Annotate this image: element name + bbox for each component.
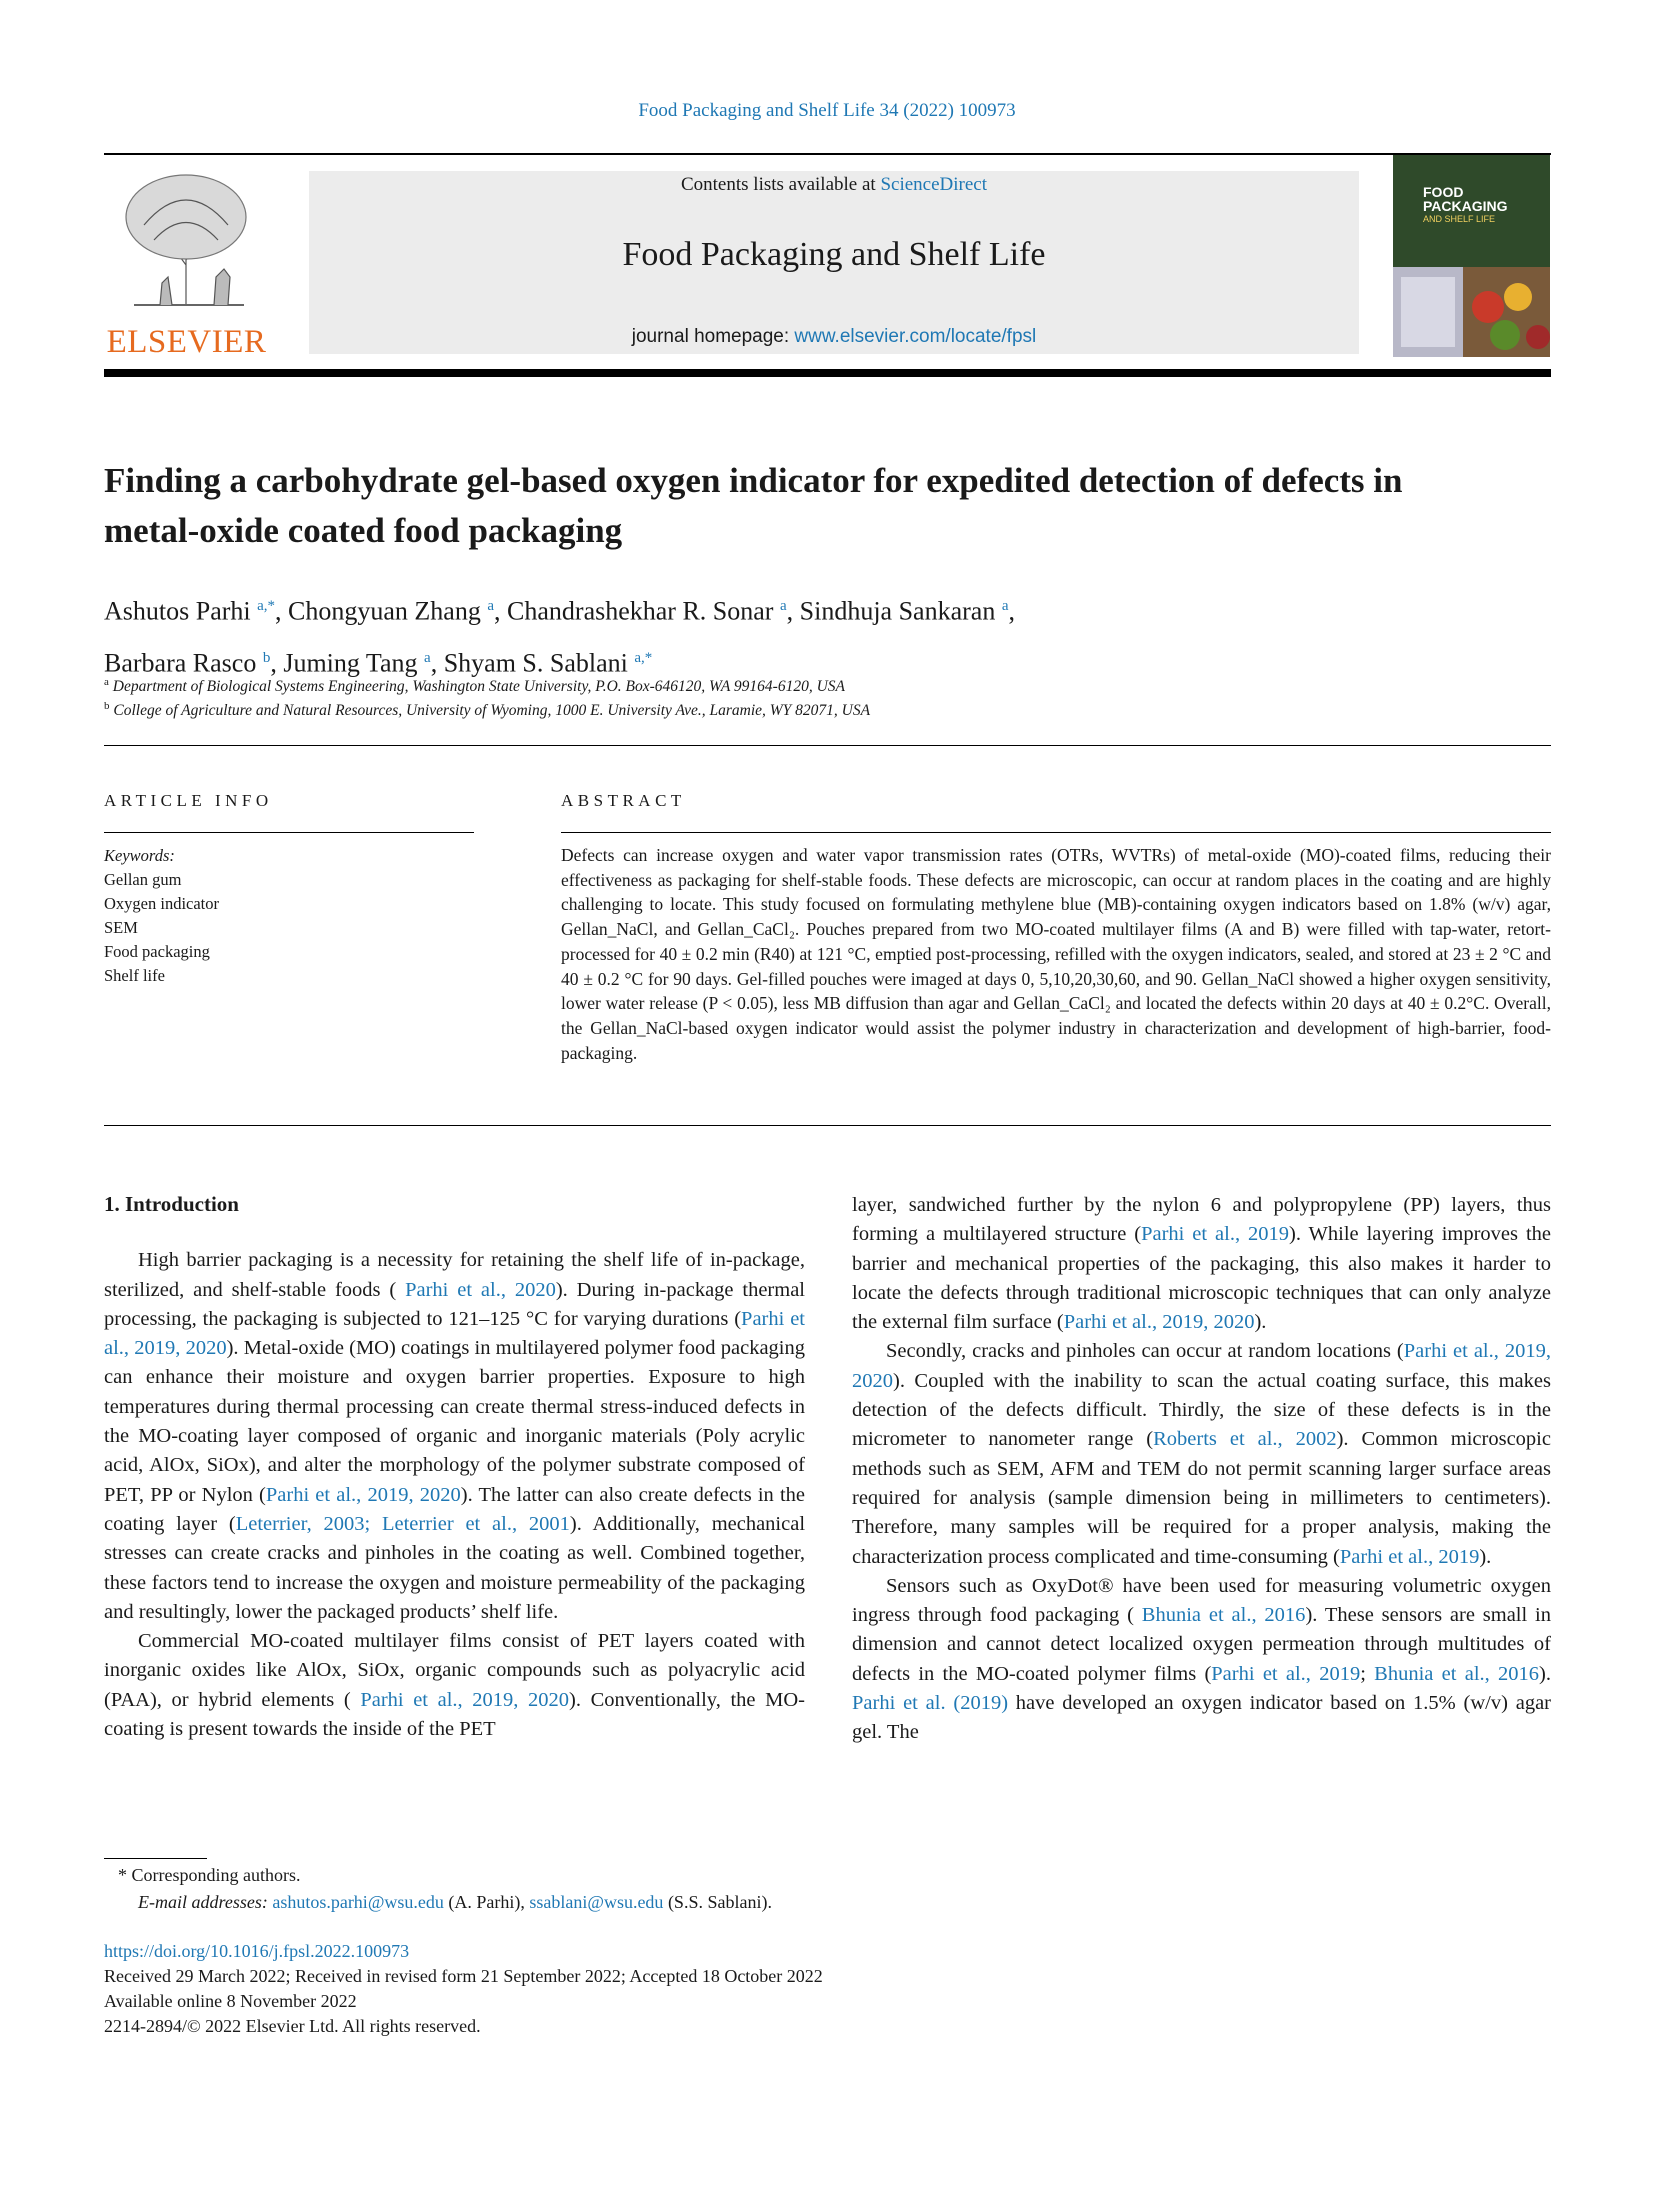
- cover-title: FOOD PACKAGING: [1423, 184, 1508, 214]
- author-affil-mark[interactable]: b: [262, 649, 271, 666]
- citation-link[interactable]: Parhi et al., 2019: [1211, 1662, 1361, 1685]
- paragraph-text: have developed an oxygen indicator based on 1.5% (w/v) agar gel. The: [852, 1692, 1551, 1744]
- body-right-column: [852, 1191, 1551, 1748]
- author-affil-mark[interactable]: a: [1001, 598, 1009, 614]
- paragraph-text: ). While layering improves the barrier and mechanical properties of the packaging, this also makes it harder to locate the defects through traditional microscopic techniques that can only analyze the external film surface (: [852, 1223, 1551, 1334]
- paragraph-text: ). The latter can also create defects in the coating layer (: [104, 1483, 805, 1535]
- intro-paragraph-3: [852, 1191, 1551, 1337]
- citation-link[interactable]: Parhi et al., 2019, 2020: [360, 1688, 570, 1711]
- paragraph-text: ). Conventionally, the MO-coating is present towards the inside of the PET: [104, 1688, 805, 1741]
- paragraph-text: Sensors such as OxyDot® have been used for measuring volumetric oxygen ingress through food packaging (: [852, 1574, 1551, 1627]
- article-info-rule: [104, 832, 474, 833]
- email-owner: (S.S. Sablani).: [663, 1892, 772, 1912]
- affiliation-text: Department of Biological Systems Engineering, Washington State University, P.O. Box-646120, WA 99164-6120, USA: [112, 678, 845, 696]
- affiliation-mark: a: [104, 676, 109, 688]
- paragraph-text: ). Common microscopic methods such as SEM, AFM and TEM do not permit scanning larger surface areas required for analysis (sample dimension being in millimeters to centimeters). Therefore, many samples will be required for a proper analysis, making the characterization process complicated and time-consuming (: [852, 1428, 1551, 1568]
- journal-title: Food Packaging and Shelf Life: [622, 236, 1046, 273]
- keyword-item: Shelf life: [104, 966, 165, 985]
- paragraph-text: ).: [1254, 1311, 1267, 1334]
- footnote-rule: [104, 1858, 207, 1859]
- citation-link[interactable]: Bhunia et al., 2016: [1141, 1604, 1306, 1627]
- email-owner: (A. Parhi),: [443, 1892, 530, 1912]
- paragraph-text: Commercial MO-coated multilayer films consist of PET layers coated with inorganic oxides like AlOx, SiOx, organic compounds such as polyacrylic acid (PAA), or hybrid elements (: [104, 1630, 805, 1711]
- body-left-column: [104, 1190, 805, 1744]
- author-name[interactable]: Barbara Rasco: [104, 648, 257, 678]
- homepage-link[interactable]: www.elsevier.com/locate/fpsl: [794, 326, 1037, 347]
- header-rule: [104, 153, 1551, 155]
- author-affil-mark[interactable]: a,*: [257, 598, 276, 614]
- elsevier-tree-logo: [104, 165, 269, 315]
- author-name[interactable]: Chandrashekhar R. Sonar: [507, 596, 774, 626]
- intro-paragraph-2: [104, 1627, 805, 1744]
- citation-link[interactable]: Parhi et al., 2020: [405, 1278, 556, 1301]
- author-line-1: Ashutos Parhi $^{a,*}$, Chongyuan Zhang $^a$, Chandrashekhar R. Sonar $^a$, Sindhuja Sankaran $^a$,: [104, 596, 1015, 626]
- intro-paragraph-1: [104, 1246, 805, 1627]
- sciencedirect-link[interactable]: ScienceDirect: [880, 174, 988, 195]
- corresponding-note: * Corresponding authors.: [118, 1865, 301, 1885]
- affiliation-b: [104, 700, 1404, 720]
- abstract-heading: ABSTRACT: [561, 791, 686, 810]
- author-name[interactable]: Shyam S. Sablani: [443, 648, 628, 678]
- paragraph-text: ). These sensors are small in dimension and cannot detect localized oxygen permeation through multitudes of defects in the MO-coated polymer films (: [852, 1604, 1551, 1685]
- paragraph-text: ).: [1539, 1662, 1551, 1685]
- author-affil-mark[interactable]: a: [487, 598, 495, 614]
- journal-cover-image[interactable]: [1393, 155, 1550, 357]
- footnotes: [104, 1862, 1404, 1916]
- paragraph-text: layer, sandwiched further by the nylon 6 and polypropylene (PP) layers, thus forming a multilayered structure (: [852, 1194, 1551, 1246]
- author-name[interactable]: Ashutos Parhi: [104, 596, 251, 626]
- publication-info: [104, 1939, 1404, 2039]
- article-info-heading: ARTICLE INFO: [104, 791, 273, 810]
- keyword-item: SEM: [104, 918, 138, 937]
- email-note: [104, 1889, 1404, 1916]
- citation-link[interactable]: Parhi et al., 2019, 2020: [1063, 1311, 1255, 1334]
- homepage-prefix: journal homepage:: [631, 326, 795, 347]
- author-affil-mark[interactable]: a: [424, 649, 431, 666]
- copyright-line: 2214-2894/© 2022 Elsevier Ltd. All rights reserved.: [104, 2016, 481, 2036]
- paragraph-text: Secondly, cracks and pinholes can occur at random locations (: [886, 1340, 1404, 1363]
- contents-line: [309, 174, 1359, 196]
- cover-subtitle: AND SHELF LIFE: [1423, 214, 1496, 224]
- citation-link[interactable]: Bhunia et al., 2016: [1374, 1662, 1540, 1685]
- keywords-block: [104, 844, 474, 988]
- citation-link[interactable]: Leterrier, 2003; Leterrier et al., 2001: [235, 1512, 570, 1535]
- email-link[interactable]: ashutos.parhi@wsu.edu: [272, 1892, 444, 1912]
- keyword-item: Oxygen indicator: [104, 894, 220, 913]
- citation-link[interactable]: Parhi et al., 2019: [1339, 1545, 1480, 1568]
- keyword-item: Food packaging: [104, 942, 210, 961]
- received-dates: Received 29 March 2022; Received in revised form 21 September 2022; Accepted 18 October 2022: [104, 1966, 823, 1986]
- paragraph-text: ). Additionally, mechanical stresses can create cracks and pinholes in the coating as well. Combined together, these factors tend to increase the oxygen and moisture permeability of the packaging and resultingly, lower the packaged products’ shelf life.: [104, 1512, 806, 1623]
- citation-link[interactable]: Parhi et al., 2019, 2020: [265, 1483, 461, 1506]
- available-online: Available online 8 November 2022: [104, 1991, 357, 2011]
- abstract-rule: [561, 832, 1551, 833]
- contents-prefix: Contents lists available at: [680, 174, 881, 195]
- abstract-bottom-rule: [104, 1125, 1551, 1126]
- cover-food-photo: [1393, 267, 1550, 357]
- affiliation-rule: [104, 745, 1551, 746]
- paragraph-text: ). During in-package thermal processing, the packaging is subjected to 121–125 °C for varying durations (: [104, 1278, 805, 1330]
- paragraph-text: ).: [1479, 1545, 1492, 1568]
- email-link[interactable]: ssablani@wsu.edu: [529, 1892, 664, 1912]
- section-heading-introduction: 1. Introduction: [104, 1192, 239, 1216]
- citation-link[interactable]: Parhi et al., 2019, 2020: [852, 1340, 1551, 1392]
- journal-reference[interactable]: Food Packaging and Shelf Life 34 (2022) 100973: [638, 100, 1016, 121]
- paragraph-text: ). Coupled with the inability to scan the actual coating surface, this makes detection of the defects difficult. Thirdly, the size of these defects is in the micrometer to nanometer range (: [852, 1369, 1551, 1451]
- abstract-text: Defects can increase oxygen and water vapor transmission rates (OTRs, WVTRs) of metal-oxide (MO)-coated films, reducing their effectiveness as packaging for shelf-stable foods. These defects are microscopic, can occur at random places in the coating and are highly challenging to locate. This study focused on formulating methylene blue (MB)-containing oxygen indicators based on 1.8% (w/v) agar, Gellan_NaCl, and Gellan_CaCl₂. Pouches prepared from two MO-coated multilayer films (A and B) were filled with tap-water, retort-processed for 40 ± 0.2 min (R40) at 121 °C, emptied post-processing, refilled with the oxygen indicators, sealed, and stored at 23 ± 2 °C and 40 ± 0.2 °C for 90 days. Gel-filled pouches were imaged at days 0, 5,10,20,30,60, and 90. Gellan_NaCl showed a higher oxygen sensitivity, lower water release (P < 0.05), less MB diffusion than agar and Gellan_CaCl₂ and located the defects within 20 days at 40 ± 0.2°C. Overall, the Gellan_NaCl-based oxygen indicator would assist the polymer industry in characterization and development of high-barrier, food-packaging.: [561, 845, 1551, 1063]
- publisher-wordmark: ELSEVIER: [106, 324, 267, 360]
- author-name[interactable]: Chongyuan Zhang: [288, 596, 481, 626]
- keywords-label: Keywords:: [104, 846, 175, 865]
- intro-paragraph-4: [852, 1337, 1551, 1571]
- homepage-line: [309, 326, 1359, 348]
- citation-link[interactable]: Parhi et al. (2019): [852, 1692, 1009, 1715]
- citation-link[interactable]: Parhi et al., 2019, 2020: [104, 1307, 805, 1360]
- doi-link[interactable]: https://doi.org/10.1016/j.fpsl.2022.100973: [104, 1941, 410, 1961]
- header-thick-rule: [104, 369, 1551, 377]
- author-affil-mark[interactable]: a: [779, 598, 787, 614]
- paragraph-text: ). Metal-oxide (MO) coatings in multilayered polymer food packaging can enhance their moisture and oxygen barrier properties. Exposure to high temperatures during thermal processing can create thermal stress-induced defects in the MO-coating layer composed of organic and inorganic materials (Poly acrylic acid, AlOx, SiOx), and alter the morphology of the polymer substrate composed of PET, PP or Nylon (: [104, 1337, 806, 1506]
- keyword-item: Gellan gum: [104, 870, 182, 889]
- email-label: E-mail addresses:: [138, 1892, 268, 1912]
- article-title: Finding a carbohydrate gel-based oxygen indicator for expedited detection of defects in metal-oxide coated food packaging: [104, 461, 1403, 550]
- affiliation-mark: b: [104, 700, 110, 712]
- intro-paragraph-5: [852, 1572, 1551, 1748]
- citation-link[interactable]: Roberts et al., 2002: [1153, 1428, 1337, 1451]
- author-name[interactable]: Juming Tang: [283, 648, 418, 678]
- paragraph-text: High barrier packaging is a necessity for retaining the shelf life of in-package, sterilized, and shelf-stable foods (: [104, 1249, 805, 1301]
- affiliation-text: College of Agriculture and Natural Resources, University of Wyoming, 1000 E. University Ave., Laramie, WY 82071, USA: [113, 702, 871, 720]
- citation-link[interactable]: Parhi et al., 2019: [1141, 1223, 1290, 1246]
- paragraph-text: ;: [1360, 1662, 1375, 1685]
- author-affil-mark[interactable]: a,*: [634, 649, 653, 666]
- affiliation-a: [104, 676, 1404, 696]
- author-line-2: Barbara Rasco $^b$, Juming Tang $^a$, Shyam S. Sablani $^{a,*}$: [104, 648, 653, 678]
- author-list: [104, 583, 1404, 686]
- author-name[interactable]: Sindhuja Sankaran: [799, 596, 996, 626]
